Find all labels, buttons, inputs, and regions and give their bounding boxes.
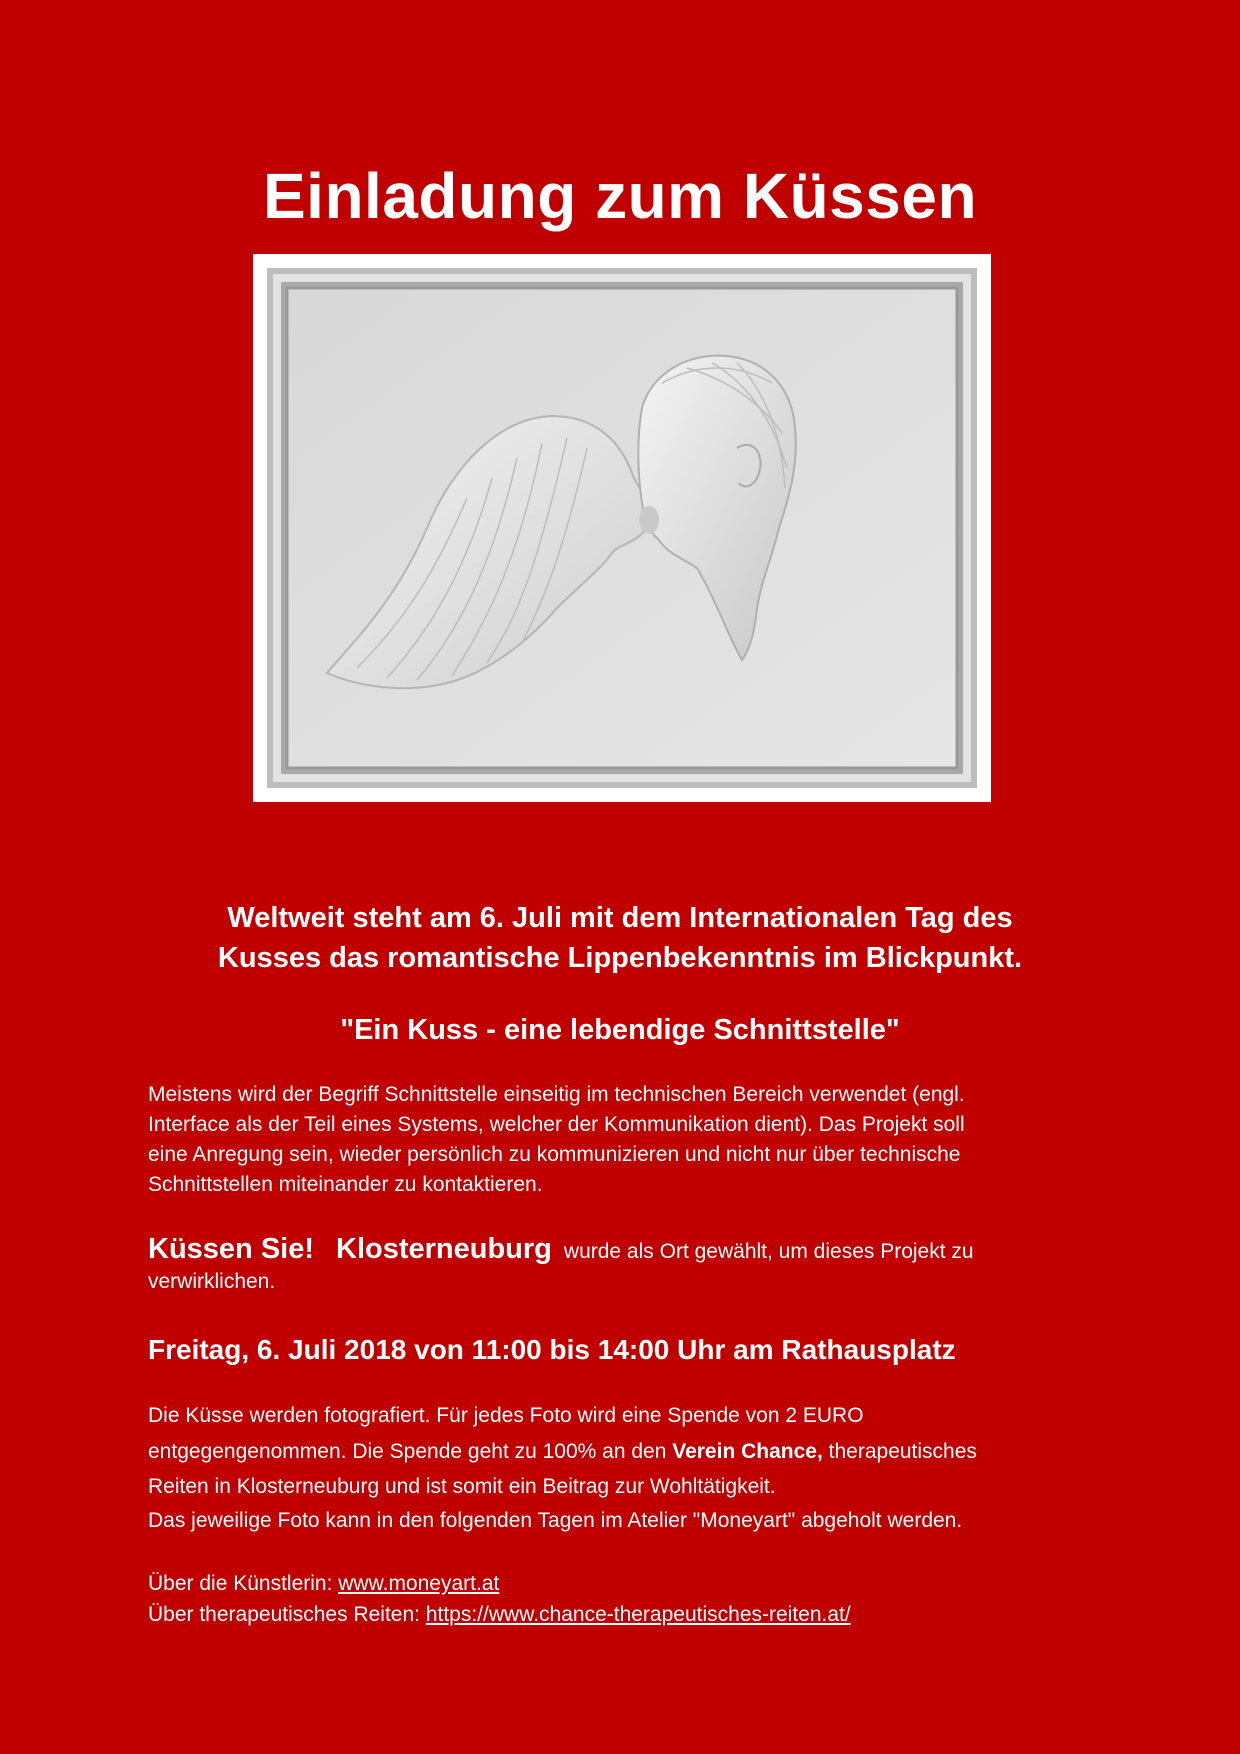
location-description: wurde als Ort gewählt, um dieses Projekt zu verwirklichen. xyxy=(148,1240,974,1293)
artist-link[interactable]: www.moneyart.at xyxy=(338,1572,500,1595)
paragraph-line: Das jeweilige Foto kann in den folgenden Tagen im Atelier "Moneyart" abgeholt werden. xyxy=(148,1509,963,1532)
riding-label: Über therapeutisches Reiten: xyxy=(148,1603,426,1626)
paragraph-donation xyxy=(148,1398,1088,1538)
links-section xyxy=(148,1568,1088,1630)
kiss-relief-image xyxy=(267,268,977,788)
paragraph-interface xyxy=(148,1080,1088,1200)
subtitle: "Ein Kuss - eine lebendige Schnittstelle" xyxy=(340,1014,900,1046)
paragraph-line: Interface als der Teil eines Systems, welcher der Kommunikation dient). Das Projekt soll xyxy=(148,1113,965,1136)
riding-link[interactable]: https://www.chance-therapeutisches-reiten.at/ xyxy=(425,1603,851,1626)
paragraph-line: Meistens wird der Begriff Schnittstelle einseitig im technischen Bereich verwendet (engl. xyxy=(148,1083,965,1106)
event-date-line: Freitag, 6. Juli 2018 von 11:00 bis 14:00 Uhr am Rathausplatz xyxy=(148,1334,956,1365)
charity-name: Verein Chance, xyxy=(672,1440,823,1463)
intro-line: Weltweit steht am 6. Juli mit dem Internationalen Tag des xyxy=(227,902,1013,934)
paragraph-line: Die Küsse werden fotografiert. Für jedes Foto wird eine Spende von 2 EURO xyxy=(148,1404,864,1427)
paragraph-line: eine Anregung sein, wieder persönlich zu kommunizieren und nicht nur über technische xyxy=(148,1143,961,1166)
photo-frame xyxy=(253,254,991,802)
paragraph-line: therapeutisches xyxy=(822,1440,977,1463)
intro-text xyxy=(0,898,1240,978)
paragraph-line: entgegengenommen. Die Spende geht zu 100% an den xyxy=(148,1440,673,1463)
intro-line: Kusses das romantische Lippenbekenntnis im Blickpunkt. xyxy=(217,942,1023,974)
location-name: Klosterneuburg xyxy=(336,1233,552,1265)
page-title: Einladung zum Küssen xyxy=(262,160,978,232)
paragraph-line: Reiten in Klosterneuburg und ist somit ein Beitrag zur Wohltätigkeit. xyxy=(148,1475,776,1498)
kiss-callout: Küssen Sie! xyxy=(148,1233,314,1265)
paragraph-line: Schnittstellen miteinander zu kontaktieren. xyxy=(148,1173,543,1196)
paragraph-location xyxy=(148,1234,1088,1297)
artist-label: Über die Künstlerin: xyxy=(148,1572,339,1595)
